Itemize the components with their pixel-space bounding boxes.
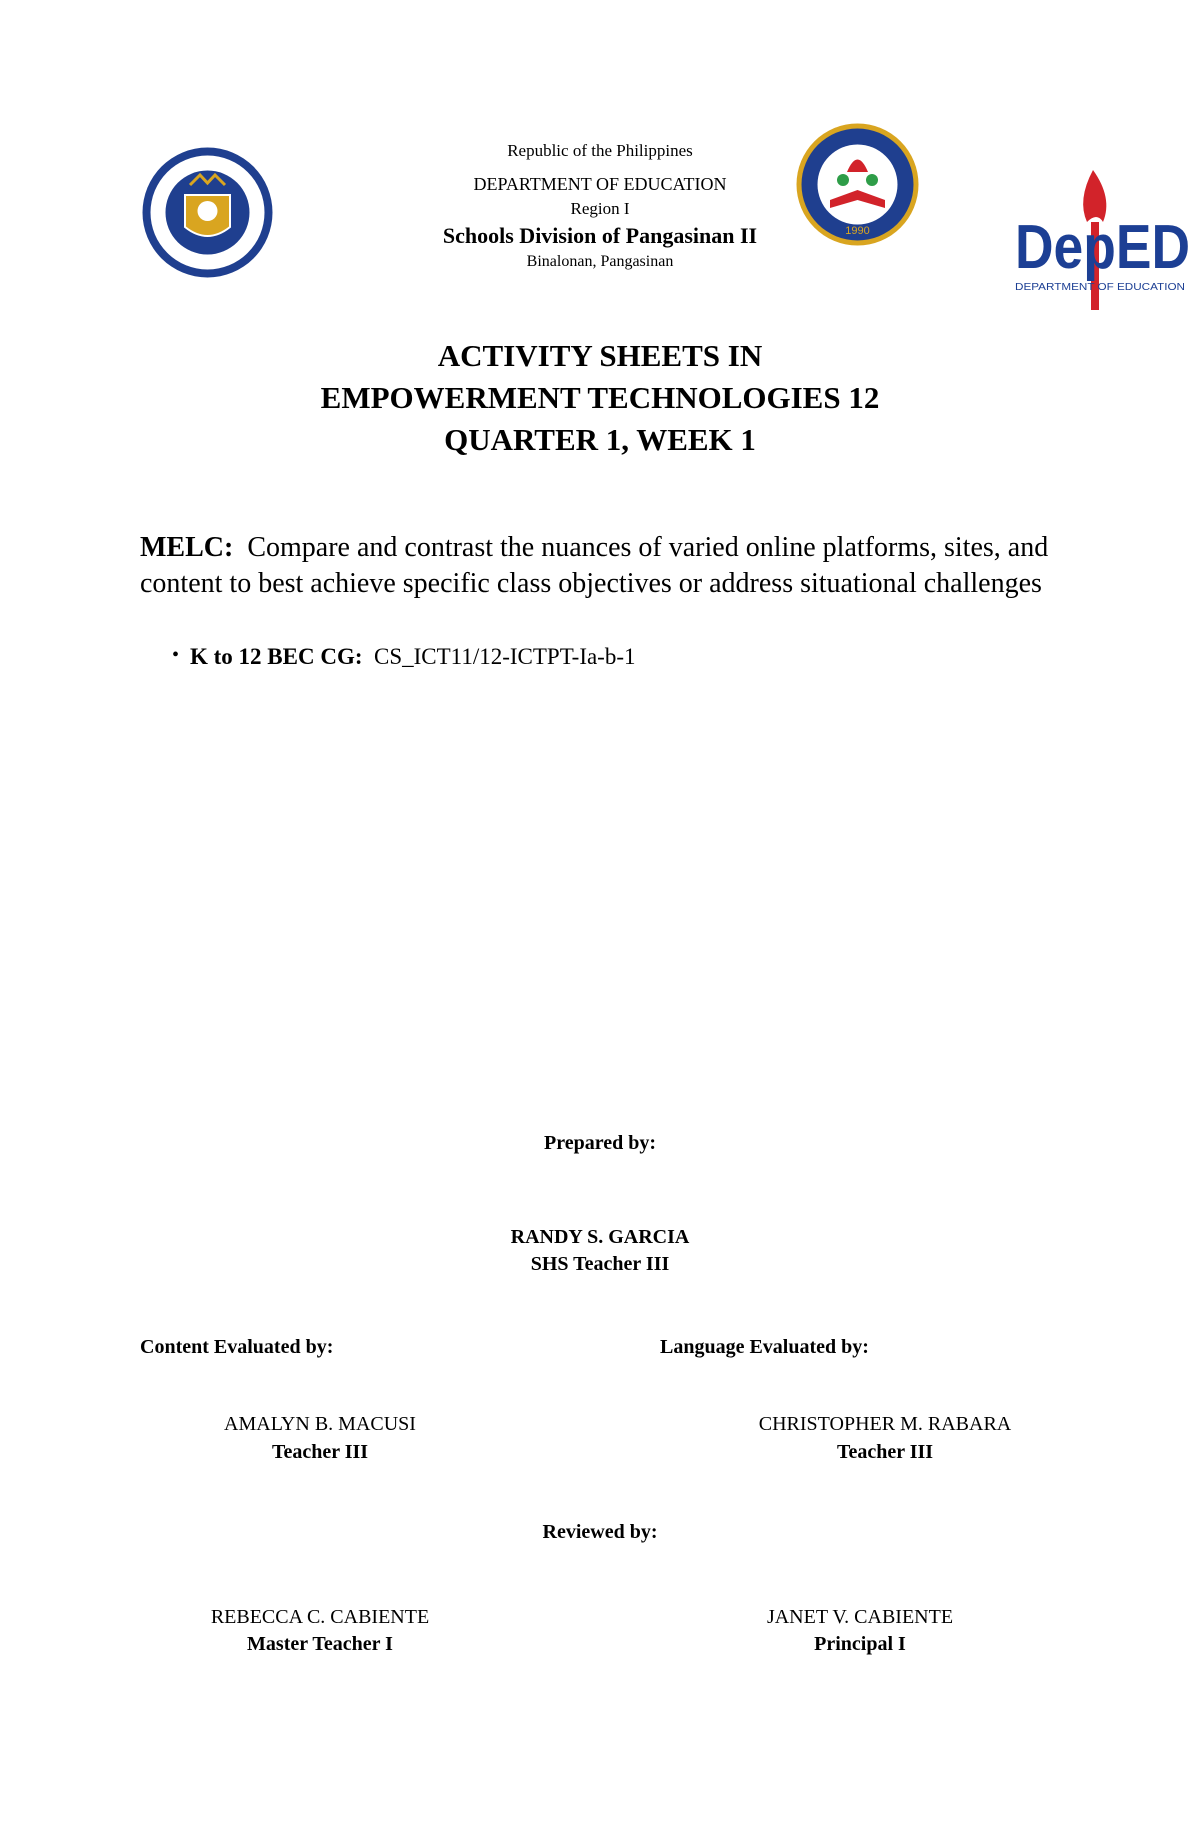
prepared-position: SHS Teacher III — [530, 1253, 670, 1275]
header-town: Binalonan, Pangasinan — [526, 253, 674, 270]
melc-label: MELC: — [140, 532, 234, 563]
deped-wordmark-subtext: DEPARTMENT OF EDUCATION — [1015, 282, 1185, 293]
prepared-label: Prepared by: — [543, 1132, 657, 1154]
reviewer-right-position: Principal I — [814, 1633, 906, 1655]
header-republic: Republic of the Philippines — [507, 141, 693, 160]
bec-label: K to 12 BEC CG: — [190, 644, 363, 669]
bec-cg-item — [172, 644, 636, 670]
bec-code: CS_ICT11/12-ICTPT-Ia-b-1 — [374, 644, 636, 669]
header-division: Schools Division of Pangasinan II — [442, 223, 758, 248]
deped-wordmark-logo — [1015, 160, 1190, 310]
pangasinan-division-seal-logo — [795, 122, 920, 247]
reviewer-left-name: REBECCA C. CABIENTE — [210, 1606, 430, 1628]
language-eval-position: Teacher III — [836, 1441, 934, 1463]
header-region: Region I — [570, 199, 630, 218]
deped-seal-logo — [140, 145, 275, 280]
content-eval-name: AMALYN B. MACUSI — [224, 1413, 416, 1435]
title-line-1: ACTIVITY SHEETS IN — [437, 338, 763, 373]
header-department: DEPARTMENT OF EDUCATION — [473, 174, 727, 194]
prepared-name: RANDY S. GARCIA — [510, 1226, 690, 1248]
title-line-3: QUARTER 1, WEEK 1 — [444, 422, 756, 457]
content-eval-label: Content Evaluated by: — [140, 1336, 334, 1358]
content-eval-position: Teacher III — [271, 1441, 369, 1463]
melc-paragraph — [140, 530, 1060, 602]
bullet-icon: • — [172, 644, 180, 666]
deped-wordmark-text: DepED — [1015, 213, 1190, 282]
pangasinan-seal-year: 1990 — [845, 225, 870, 237]
title-line-2: EMPOWERMENT TECHNOLOGIES 12 — [320, 380, 880, 415]
melc-text: Compare and contrast the nuances of varied online platforms, sites, and content to best achieve specific class objectives or address situational challenges — [140, 532, 1049, 599]
language-eval-label: Language Evaluated by: — [660, 1336, 869, 1358]
reviewer-right-name: JANET V. CABIENTE — [766, 1606, 954, 1628]
reviewer-left-position: Master Teacher I — [247, 1633, 393, 1655]
language-eval-name: CHRISTOPHER M. RABARA — [758, 1413, 1012, 1435]
reviewed-label: Reviewed by: — [542, 1521, 658, 1543]
